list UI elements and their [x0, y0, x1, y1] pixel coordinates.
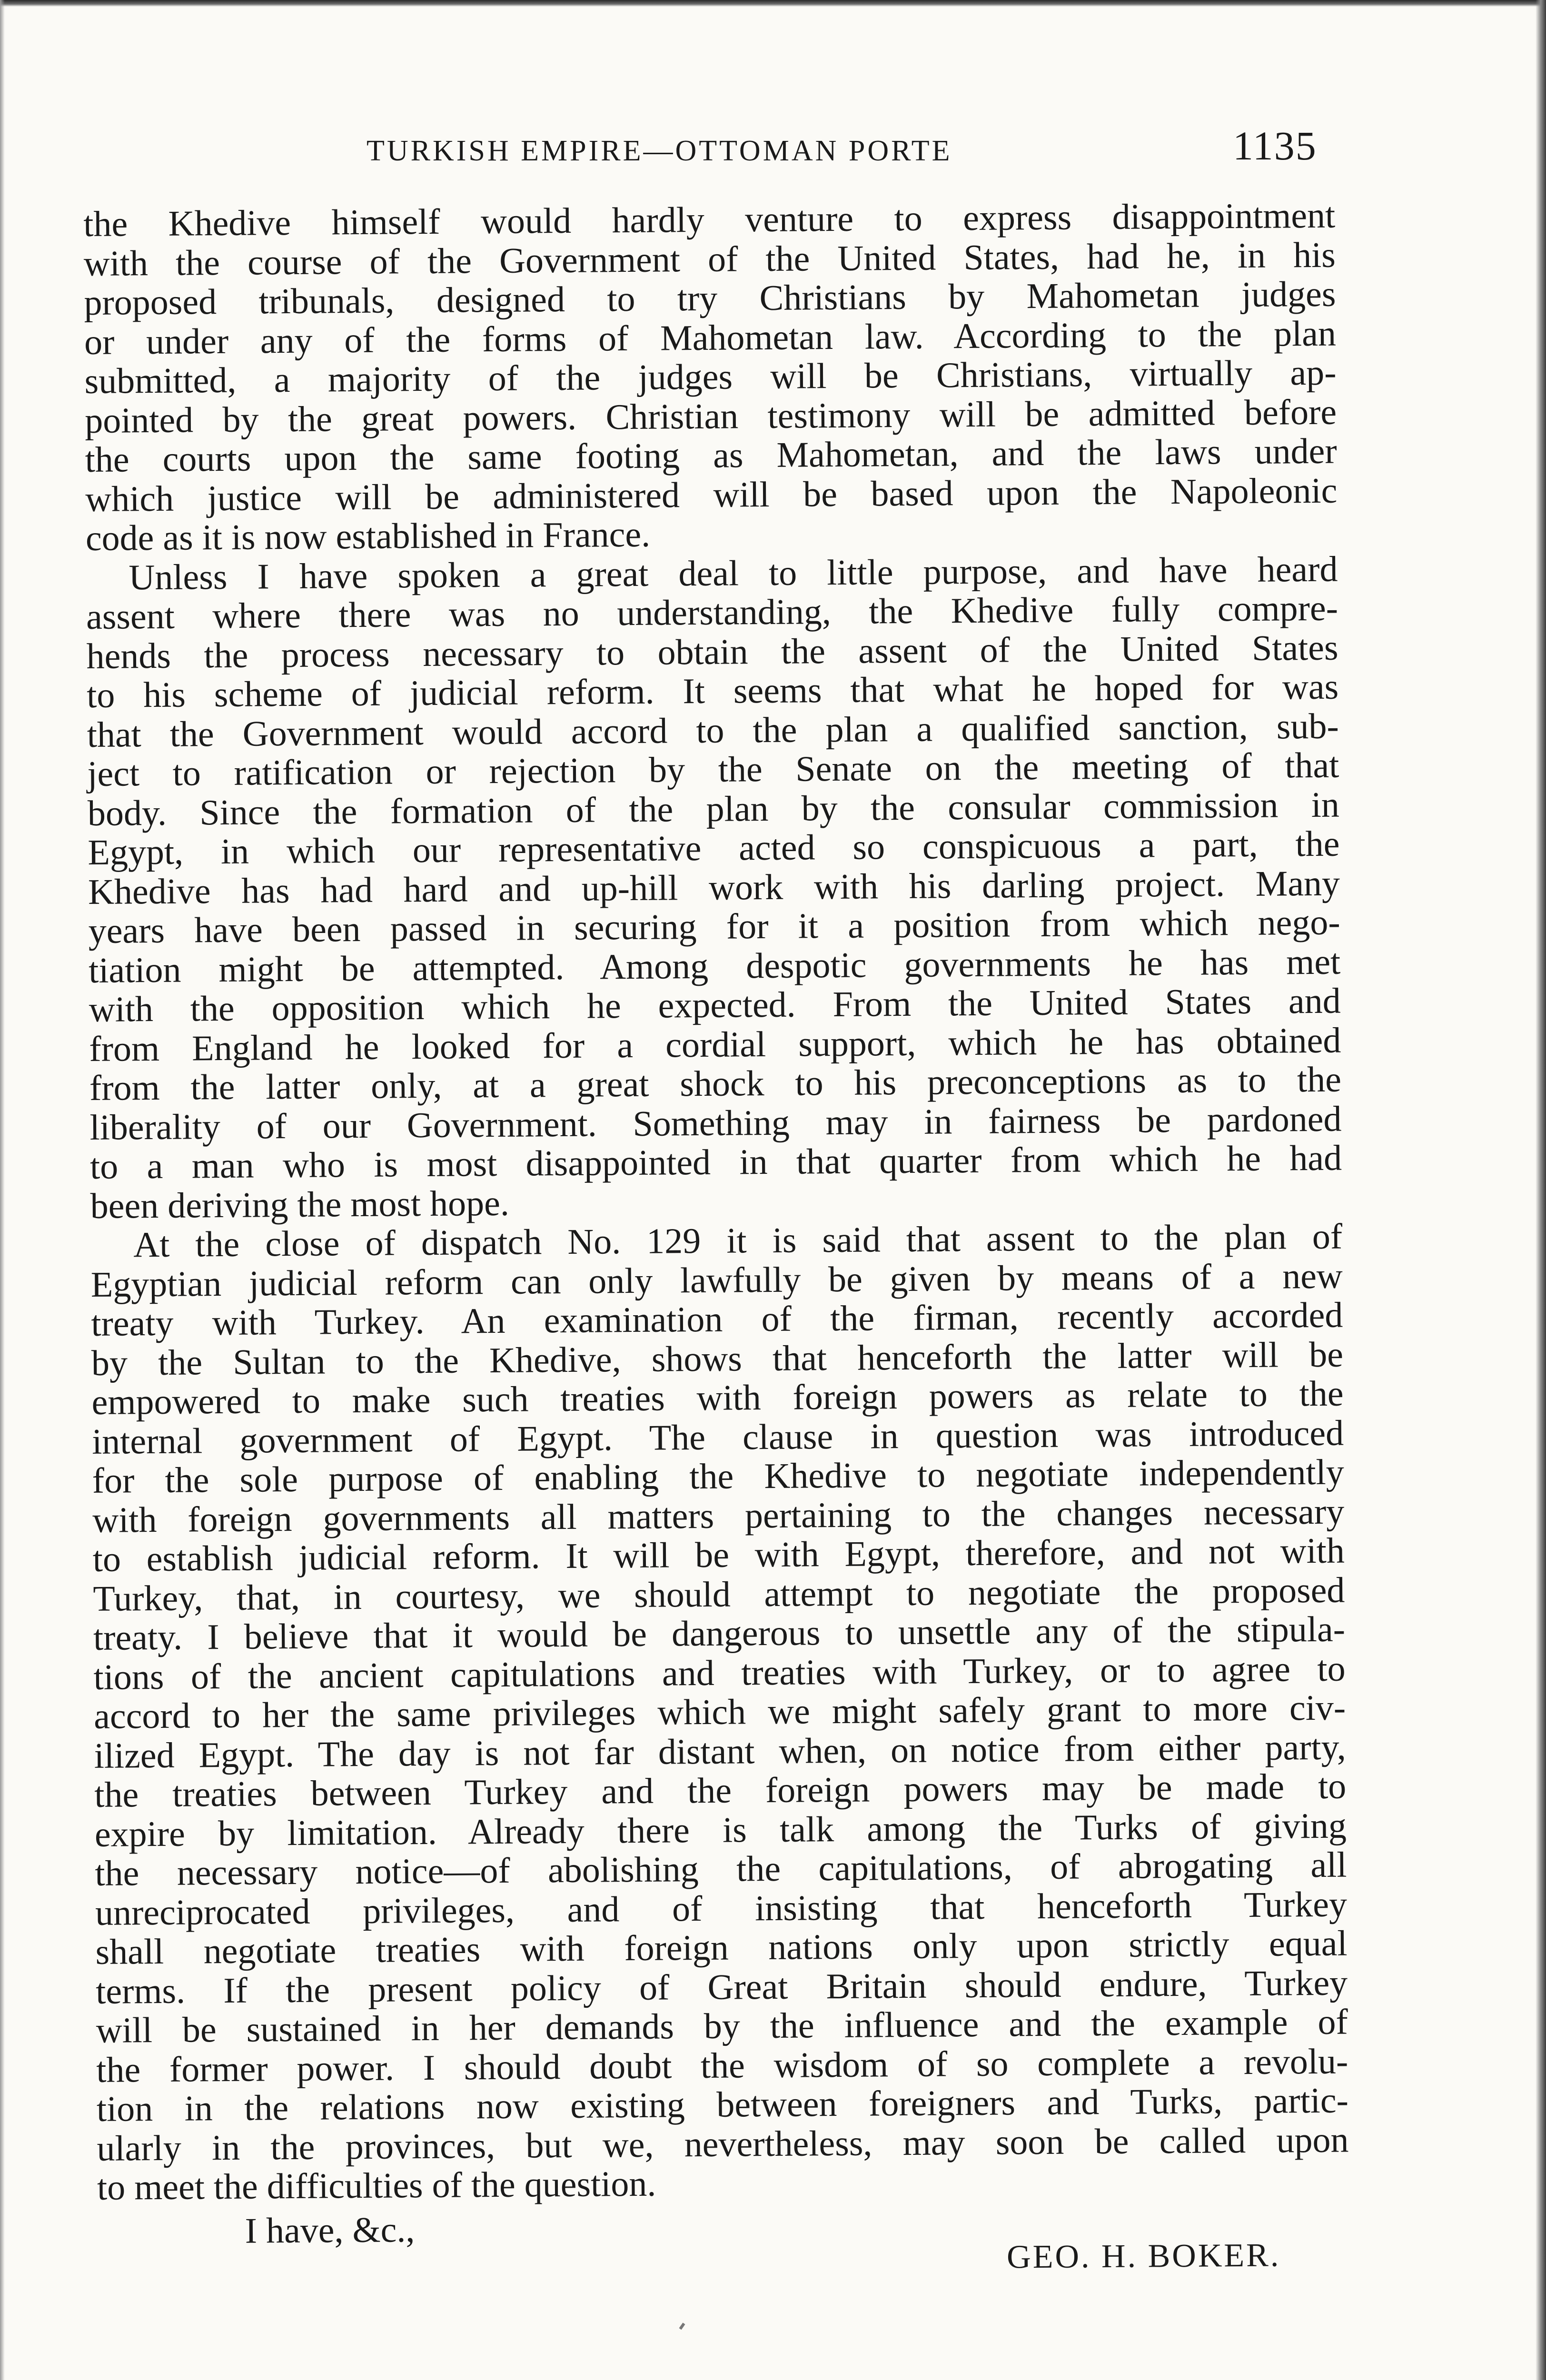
text-line: to meet the difficulties of the question. [97, 2163, 656, 2208]
text-line: the necessary notice—of abolishing the capitulations, of abrogating all [95, 1844, 1347, 1894]
text-line: proposed tribunals, designed to try Christians by Mahometan judges [84, 274, 1336, 323]
text-line: tiation might be attempted. Among despotic governments he has met [88, 942, 1341, 991]
text-line: to a man who is most disappointed in that quarter from which he had [89, 1138, 1342, 1187]
scan-right-edge [1536, 0, 1546, 2380]
text-line: submitted, a majority of the judges will be Christians, virtually ap- [84, 352, 1337, 401]
text-line: expire by limitation. Already there is talk among the Turks of giving [94, 1805, 1347, 1854]
text-line: At the close of dispatch No. 129 it is said that assent to the plan of [133, 1216, 1343, 1265]
running-head: TURKISH EMPIRE—OTTOMAN PORTE [367, 135, 952, 167]
scan-top-edge [0, 0, 1546, 7]
text-line: or under any of the forms of Mahometan law. According to the plan [84, 313, 1337, 362]
text-line: will be sustained in her demands by the influence and the example of [96, 2002, 1348, 2051]
text-line: with the opposition which he expected. From the United States and [89, 981, 1341, 1030]
text-line: with the course of the Government of the United States, had he, in his [83, 235, 1336, 284]
text-line: treaty. I believe that it would be dangerous to unsettle any of the stipula- [93, 1609, 1346, 1658]
text-line: been deriving the most hope. [90, 1183, 510, 1226]
text-line: code as it is now established in France. [85, 514, 651, 558]
signature: GEO. H. BOKER. [1006, 2237, 1281, 2276]
text-line: ilized Egypt. The day is not far distant when, on notice from either party, [94, 1727, 1346, 1776]
text-line: shall negotiate treaties with foreign nations only upon strictly equal [95, 1923, 1348, 1972]
body-lines [83, 196, 1349, 2208]
text-line: with foreign governments all matters pertaining to the changes necessary [92, 1491, 1345, 1540]
text-line: ularly in the provinces, but we, nevertheless, may soon be called upon [97, 2120, 1349, 2169]
text-line: treaty with Turkey. An examination of the firman, recently accorded [91, 1295, 1343, 1344]
salutation: I have, &c., [245, 2209, 415, 2251]
text-line: Egyptian judicial reform can only lawfully be given by means of a new [90, 1256, 1343, 1305]
text-line: terms. If the present policy of Great Britain should endure, Turkey [95, 1963, 1348, 2012]
scan-left-edge [0, 0, 5, 2380]
text-line: to establish judicial reform. It will be with Egypt, therefore, and not with [92, 1530, 1345, 1579]
scan-speck [679, 2323, 685, 2330]
text-line: the former power. I should doubt the wisdom of so complete a revolu- [96, 2041, 1348, 2090]
text-line: tions of the ancient capitulations and treaties with Turkey, or to agree to [93, 1648, 1346, 1697]
text-line: by the Sultan to the Khedive, shows that henceforth the latter will be [91, 1334, 1344, 1383]
text-line: the treaties between Turkey and the foreign powers may be made to [94, 1766, 1347, 1815]
text-line: liberality of our Government. Something may in fairness be pardoned [89, 1099, 1342, 1148]
text-line: tion in the relations now existing between foreigners and Turks, partic- [96, 2080, 1349, 2129]
text-line: body. Since the formation of the plan by the consular commission in [87, 784, 1340, 833]
closing [97, 2202, 1349, 2276]
text-line: from England he looked for a cordial support, which he has obtained [89, 1020, 1341, 1069]
text-line: Unless I have spoken a great deal to little purpose, and have heard [129, 549, 1338, 597]
text-line: from the latter only, at a great shock to his preconceptions as to the [89, 1059, 1342, 1108]
text-line: assent where there was no understanding, the Khedive fully compre- [86, 588, 1338, 637]
text-line: empowered to make such treaties with foreign powers as relate to the [91, 1373, 1344, 1422]
text-line: Egypt, in which our representative acted so conspicuous a part, the [88, 823, 1340, 873]
text-line: the Khedive himself would hardly venture to express disappointment [83, 195, 1336, 244]
text-line: the courts upon the same footing as Mahometan, and the laws under [85, 431, 1337, 480]
text-line: unreciprocated privileges, and of insisting that henceforth Turkey [95, 1884, 1348, 1933]
text-line: Khedive has had hard and up-hill work with his darling project. Many [88, 863, 1340, 912]
text-line: that the Government would accord to the plan a qualified sanction, sub- [87, 706, 1339, 755]
text-line: to his scheme of judicial reform. It seems that what he hoped for was [86, 666, 1339, 715]
text-line: Turkey, that, in courtesy, we should attempt to negotiate the proposed [93, 1570, 1345, 1619]
text-line: internal government of Egypt. The clause in question was introduced [91, 1413, 1344, 1462]
text-line: accord to her the same privileges which we might safely grant to more civ- [93, 1687, 1346, 1736]
body-text [83, 195, 1349, 2276]
text-line: for the sole purpose of enabling the Khedive to negotiate independently [92, 1452, 1344, 1501]
text-line: which justice will be administered will be based upon the Napoleonic [85, 470, 1338, 519]
page-number: 1135 [1233, 123, 1317, 169]
text-line: hends the process necessary to obtain the assent of the United States [86, 627, 1338, 676]
text-line: pointed by the great powers. Christian testimony will be admitted before [84, 392, 1337, 441]
text-line: ject to ratification or rejection by the Senate on the meeting of that [87, 745, 1339, 794]
text-line: years have been passed in securing for it a position from which nego- [88, 902, 1340, 951]
